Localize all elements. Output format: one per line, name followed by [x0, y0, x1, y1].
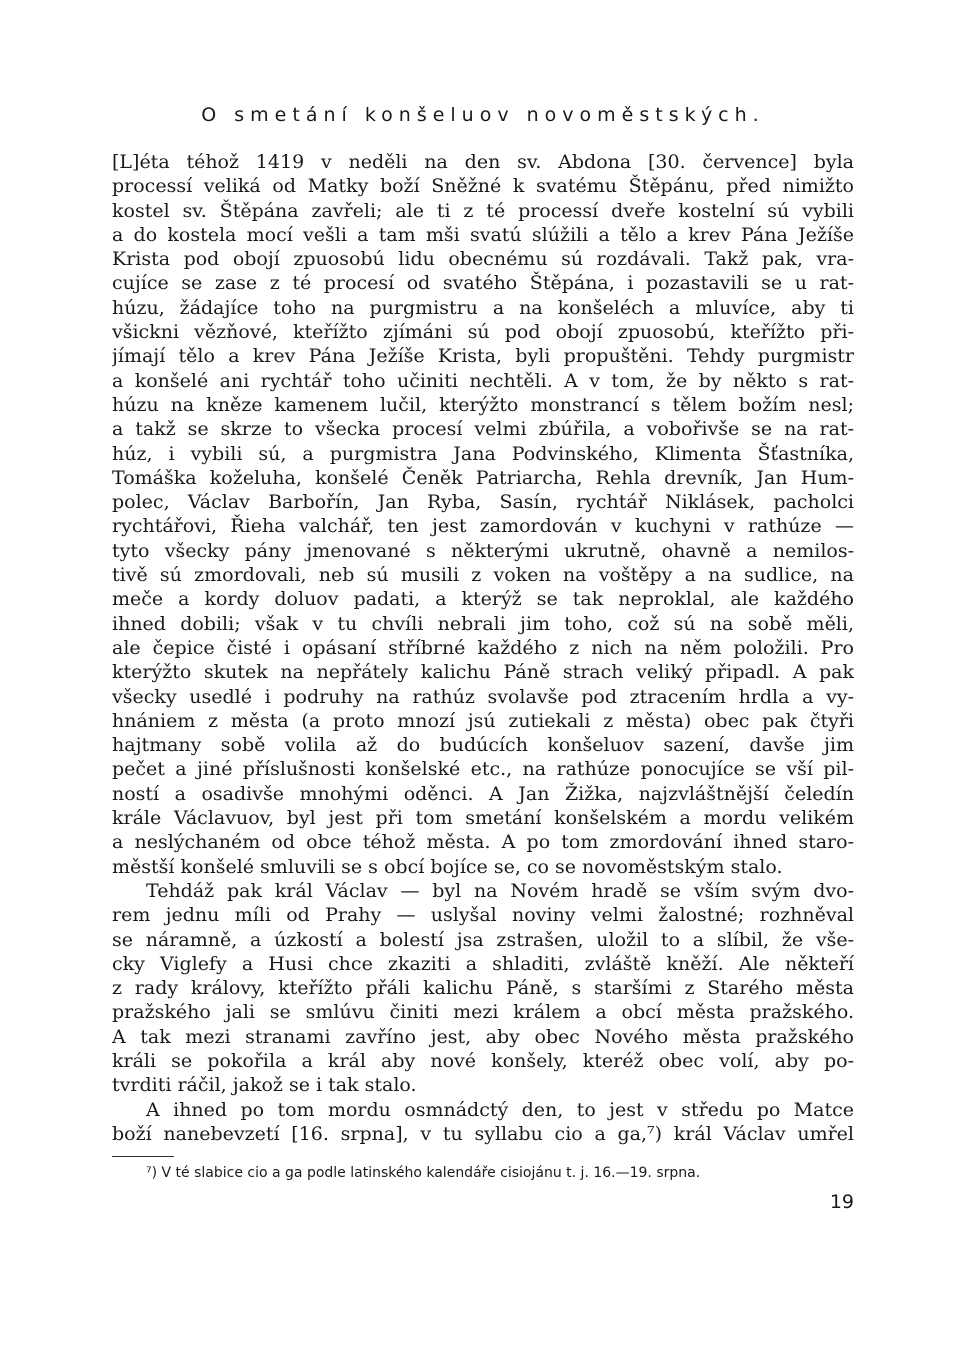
text-line: húz, i vybili sú, a purgmistra Jana Podvinského, Klimenta Šťastníka,: [112, 442, 854, 465]
text-line: Tehdáž pak král Václav — byl na Novém hradě se vším svým dvo-: [146, 879, 854, 902]
footnote: ⁷) V té slabice cio a ga podle latinského kalendáře cisiojánu t. j. 16.—19. srpna.: [146, 1165, 701, 1182]
text-line: tivě sú zmordovali, neb sú musili z voken na voštěpy a na sudlice, na: [112, 564, 854, 587]
text-line: tyto všecky pány jmenované s některými ukrutně, ohavně a nemilos-: [112, 539, 854, 562]
text-line: tvrditi ráčil, jakož se i tak stalo.: [112, 1074, 417, 1097]
text-line: cky Viglefy a Husi chce zkaziti a shladiti, zvláště kněží. Ale někteří: [112, 952, 854, 975]
text-line: a takž se skrze to všecka procesí velmi zbúřila, a vobořivše se na rat-: [112, 418, 854, 441]
page: [112, 100, 854, 1213]
text-line: z rady královy, kteřížto přáli kalichu Páně, s staršími z Starého města: [112, 977, 854, 1000]
text-line: A ihned po tom mordu osmnádctý den, to jest v středu po Matce: [146, 1098, 854, 1121]
text-line: A tak mezi stranami zavříno jest, aby obec Nového města pražského: [112, 1025, 854, 1048]
text-line: a do kostela mocí vešli a tam mši svatú slúžili a tělo a krev Pána Ježíše: [112, 223, 854, 246]
footnote-rule: [112, 1156, 174, 1157]
text-line: rychtářovi, Řieha valchář, ten jest zamordován v kuchyni v rathúze —: [112, 515, 854, 538]
text-line: městší konšelé smluvili se s obcí bojíce se, co se novoměstským stalo.: [112, 855, 783, 878]
chapter-title: O smetání konšeluov novoměstských.: [201, 104, 765, 126]
text-line: boží nanebevzetí [16. srpna], v tu syllabu cio a ga,⁷) král Václav umřel: [112, 1122, 854, 1145]
text-line: krále Václavuov, byl jest při tom smetání konšelském a mordu velikém: [112, 807, 854, 830]
text-line: ností a osadivše mnohými oděnci. A Jan Žižka, najzvláštnější čeledín: [112, 782, 854, 805]
text-line: [L]éta téhož 1419 v neděli na den sv. Abdona [30. července] byla: [112, 151, 854, 173]
text-line: processí veliká od Matky boží Sněžné k svatému Štěpánu, před nimižto: [112, 175, 854, 198]
text-line: a konšelé ani rychtář toho učiniti nechtěli. A v tom, že by někto s rat-: [112, 369, 854, 392]
text-line: húzu, žádajíce toho na purgmistru a na konšeléch a mluvíce, aby ti: [112, 296, 854, 319]
text-line: a neslýchaném od obce téhož města. A po tom zmordování ihned staro-: [112, 831, 854, 854]
text-line: se náramně, a úzkostí a bolestí jsa zstrašen, uložil to a slíbil, že vše-: [112, 928, 854, 951]
text-line: cujíce se zase z té procesí od svatého Štěpána, i pozastavili se u rat-: [112, 272, 854, 295]
text-line: kterýžto skutek na nepřátely kalichu Páně strach veliký připadl. A pak: [112, 661, 854, 684]
text-line: meče a kordy doluov padati, a kterýž se tak neproklal, ale každého: [112, 588, 854, 611]
text-line: všickni vězňové, kteřížto zjímáni sú pod obojí zpuosobú, kteřížto při-: [112, 321, 854, 344]
text-line: rem jednu míli od Prahy — uslyšal noviny velmi žalostné; rozhněval: [112, 904, 854, 927]
text-line: hnániem z města (a proto mnozí jsú zutiekali z města) obec pak čtyři: [112, 709, 854, 732]
text-line: jímají tělo a krev Pána Ježíše Krista, byli propuštěni. Tehdy purgmistr: [112, 345, 854, 368]
text-line: pečet a jiné příslušnosti konšelské etc., na rathúze ponocujíce se vší pil-: [112, 758, 854, 781]
page-number: 19: [829, 1191, 854, 1214]
text-line: pražského jali se smlúvu činiti mezi králem a obcí města pražského.: [112, 1001, 854, 1024]
text-line: polec, Václav Barbořín, Jan Ryba, Sasín, rychtář Niklásek, pacholci: [112, 491, 854, 514]
text-line: húzu na kněze kamenem lučil, kterýžto monstrancí s tělem božím nesl;: [112, 393, 854, 416]
text-line: ihned dobili; však v tu chvíli nebrali jim toho, což sú na sobě měli,: [112, 612, 854, 635]
text-line: ale čepice čisté i opásaní stříbrné každého z nich na něm položili. Pro: [112, 636, 854, 659]
text-line: hajtmany sobě volila až do budúcích konšeluov sazení, davše jim: [112, 734, 854, 757]
text-line: kostel sv. Štěpána zavřeli; ale ti z té processí dveře kostelní sú vybili: [112, 199, 854, 222]
text-line: Tomáška koželuha, konšelé Čeněk Patriarcha, Rehla drevník, Jan Hum-: [112, 466, 854, 489]
text-line: všecky usedlé i podruhy na rathúz svolavše pod ztracením hrdla a vy-: [112, 685, 854, 708]
text-line: Krista pod obojí zpuosobú lidu obecnému sú rozdávali. Takž pak, vra-: [112, 248, 854, 271]
body-text: [112, 150, 854, 1146]
text-line: králi se pokořila a král aby nové konšely, kteréž obec volí, aby po-: [112, 1049, 854, 1072]
